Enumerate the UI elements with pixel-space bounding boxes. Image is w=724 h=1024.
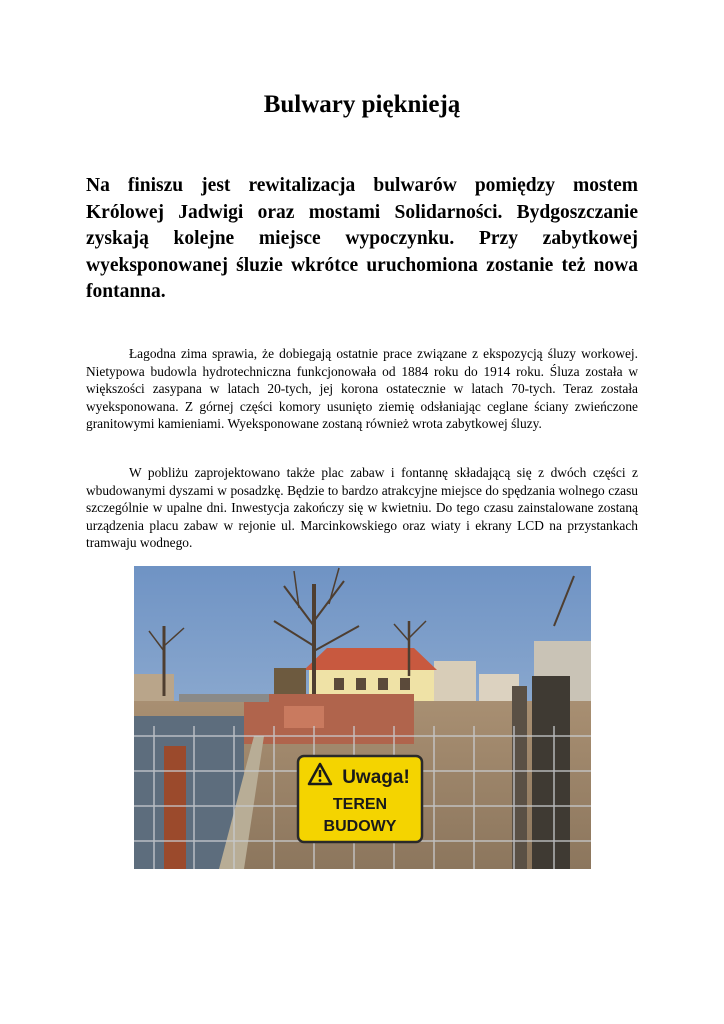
construction-site-photo bbox=[134, 566, 591, 869]
article-title: Bulwary pięknieją bbox=[263, 91, 461, 118]
sign-line-3: BUDOWY bbox=[323, 818, 397, 835]
rusty-pole bbox=[164, 746, 186, 869]
paragraph-2: W pobliżu zaprojektowano także plac zabaw i fontannę składającą się z dwóch części z wbudowanymi dyszami w posadzkę. Będzie to bardzo atrakcyjne miejsce do spędzania wolnego czasu szczególnie w upalne dni. Inwestycja zakończy się w kwietniu. Do tego czasu zainstalowane zostaną urządzenia placu zabaw w rejonie ul. Marcinkowskiego oraz wiaty i ekrany LCD na przystankach tramwaju wodnego. bbox=[86, 465, 638, 551]
sign-line-1: Uwaga! bbox=[342, 767, 410, 788]
right-post bbox=[532, 676, 570, 869]
warning-sign bbox=[298, 756, 422, 842]
article-lead: Na finiszu jest rewitalizacja bulwarów pomiędzy mostem Królowej Jadwigi oraz mostami Solidarności. Bydgoszczanie zyskają kolejne miejsce wypoczynku. Przy zabytkowej wyeksponowanej śluzie wkrótce uruchomiona zostanie też nowa fontanna. bbox=[86, 175, 638, 302]
photo-illustration bbox=[134, 566, 591, 869]
paragraph-1: Łagodna zima sprawia, że dobiegają ostatnie prace związane z ekspozycją śluzy workowej. Nietypowa budowla hydrotechniczna funkcjonowała od 1884 roku do 1914 roku. Śluza została w większości zasypana w latach 20-tych, jej korona ostatecznie w latach 70-tych. Teraz została wyeksponowana. Z górnej części komory usunięto ziemię odsłaniając ceglane ściany zwieńczone granitowymi kamieniami. Wyeksponowane zostaną również wrota zabytkowej śluzy. bbox=[86, 346, 638, 432]
sign-line-2: TEREN bbox=[332, 796, 388, 813]
